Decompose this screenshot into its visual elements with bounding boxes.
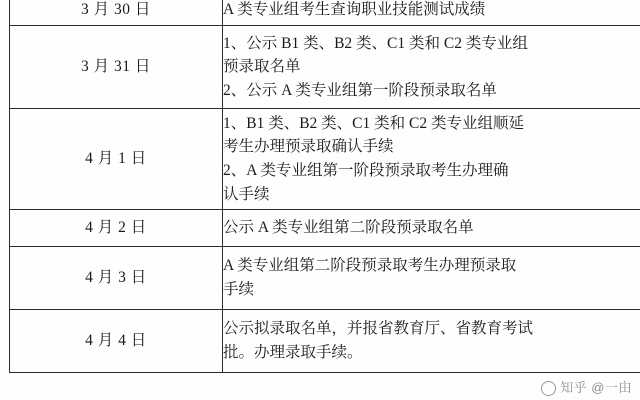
schedule-table-body [10,0,640,373]
row-date: 4 月 1 日 [10,109,223,210]
row-description [223,210,640,247]
description-line: A 类专业组考生查询职业技能测试成绩 [223,1,486,19]
row-date: 3 月 30 日 [10,0,223,26]
row-description [223,26,640,109]
table-row [10,0,640,26]
table-row [10,310,640,373]
description-line: 1、公示 B1 类、B2 类、C1 类和 C2 类专业组 [223,34,528,52]
description-line: 1、B1 类、B2 类、C1 类和 C2 类专业组顺延 [223,114,524,132]
description-line: 考生办理预录取确认手续 [223,138,394,156]
description-line: 批。办理录取手续。 [223,344,363,361]
row-date: 4 月 2 日 [10,210,223,247]
row-description [223,310,640,373]
table-row [10,210,640,247]
table-row [10,247,640,310]
table-row [10,109,640,210]
description-line: 认手续 [223,185,270,203]
schedule-table [9,0,640,373]
row-date: 3 月 31 日 [10,26,223,109]
description-line: 2、公示 A 类专业组第一阶段预录取名单 [223,81,497,99]
description-line: 公示拟录取名单，并报省教育厅、省教育考试 [223,320,534,338]
row-description [223,247,640,310]
row-description [223,109,640,210]
watermark-logo-icon [541,381,556,396]
description-line: 2、A 类专业组第一阶段预录取考生办理确 [223,162,509,179]
description-line: A 类专业组第二阶段预录取考生办理预录取 [223,257,517,275]
description-line: 手续 [223,281,255,298]
description-line: 公示 A 类专业组第二阶段预录取名单 [223,219,474,237]
watermark-text: 知乎 @一甶 [560,380,632,395]
watermark [541,377,632,396]
row-date: 4 月 4 日 [10,310,223,373]
row-description [223,0,640,26]
table-row [10,26,640,109]
description-line: 预录取名单 [223,58,301,76]
row-date: 4 月 3 日 [10,247,223,310]
